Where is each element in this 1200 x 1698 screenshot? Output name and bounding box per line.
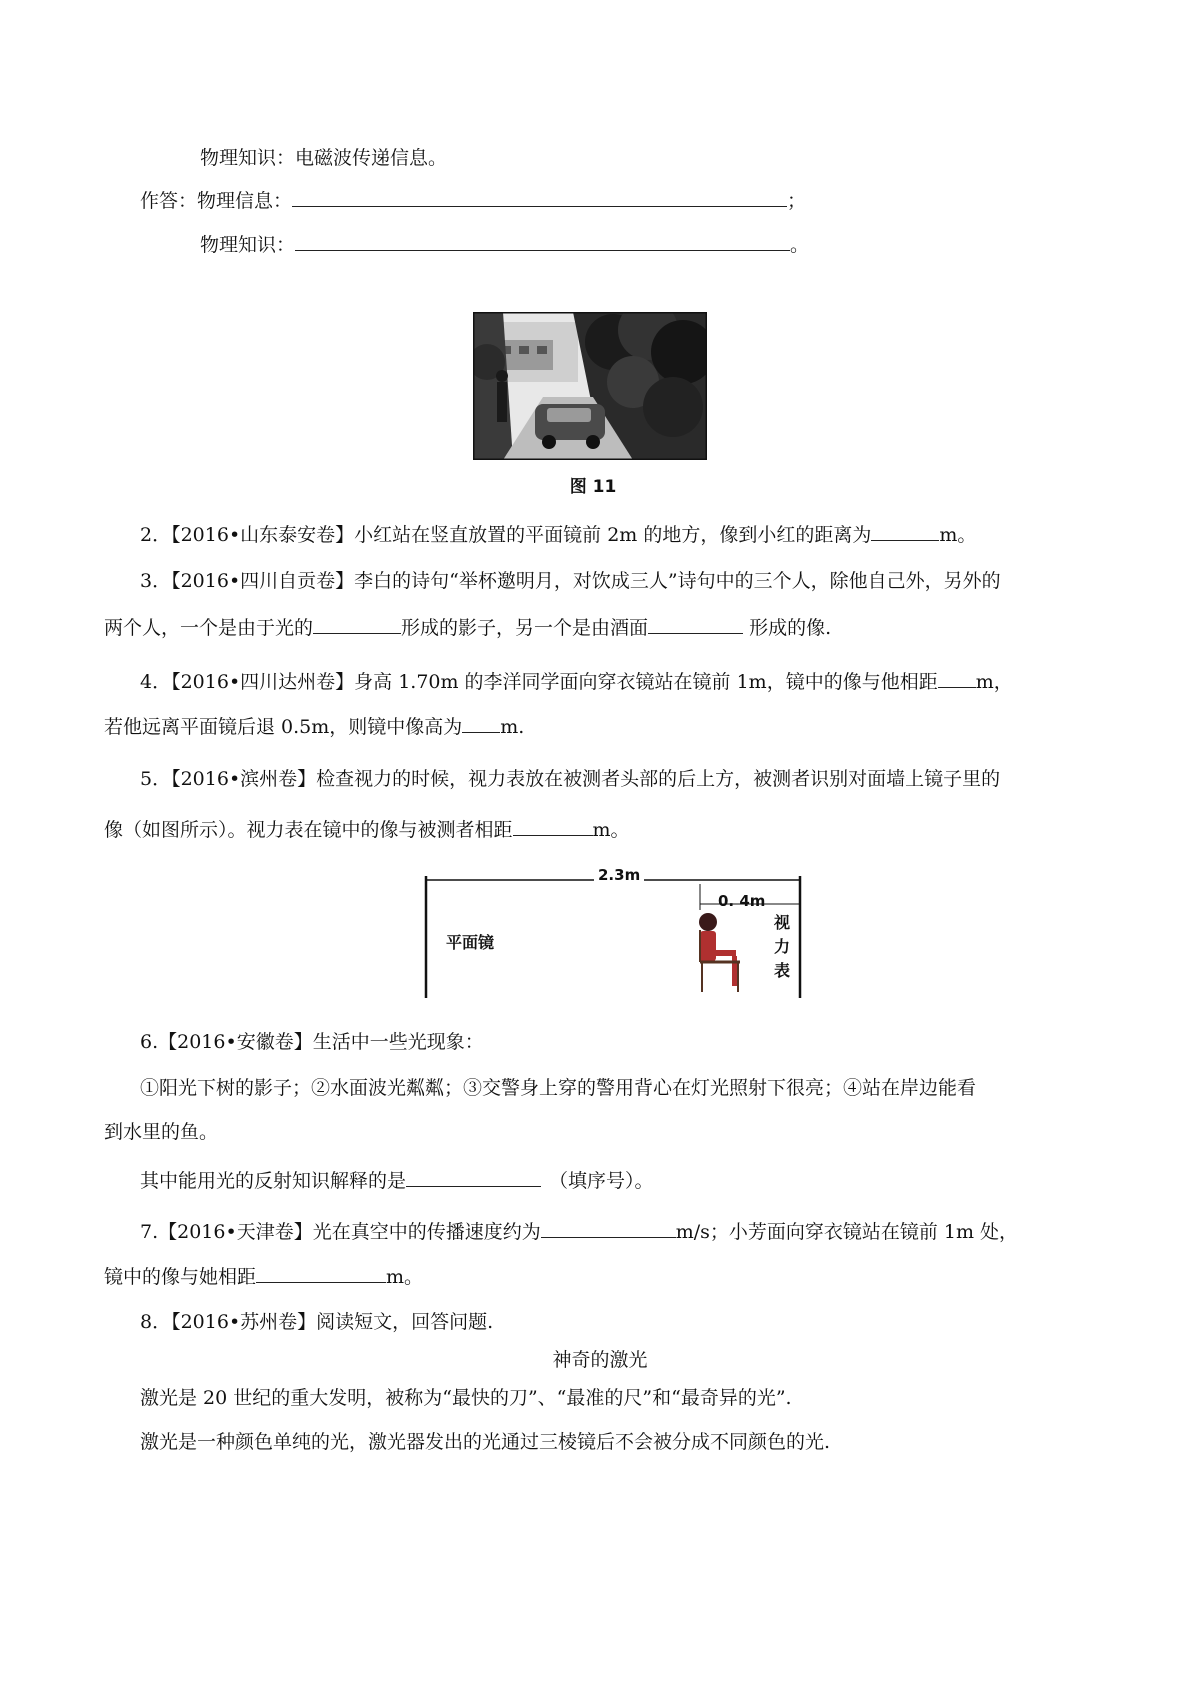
question-3-line-1: 3．【2016•四川自贡卷】李白的诗句“举杯邀明月，对饮成三人”诗句中的三个人，除他自己外，另外的 bbox=[140, 570, 1001, 592]
question-7-text-b: m/s；小芳面向穿衣镜站在镜前 1m 处， bbox=[675, 1221, 1019, 1243]
figure-11-photo bbox=[473, 312, 707, 460]
question-7-text-c: 镜中的像与她相距 bbox=[104, 1266, 257, 1288]
question-4-text-a: 4．【2016•四川达州卷】身高 1.70m 的李洋同学面向穿衣镜站在镜前 1m，镜中的像与他相距 bbox=[140, 671, 938, 693]
eye-chart-label-2: 力 bbox=[774, 937, 791, 956]
question-4-line-1 bbox=[140, 667, 1013, 696]
question-6-text-a: 其中能用光的反射知识解释的是 bbox=[140, 1170, 407, 1192]
question-7-text-d: m。 bbox=[386, 1266, 424, 1288]
question-3-blank-2[interactable] bbox=[648, 613, 743, 634]
physics-knowledge-example: 物理知识：电磁波传递信息。 bbox=[200, 147, 448, 169]
question-5-line-1: 5．【2016•滨州卷】检查视力的时候，视力表放在被测者头部的后上方，被测者识别对面墙上镜子里的 bbox=[140, 768, 1001, 790]
question-7-blank-1[interactable] bbox=[541, 1217, 676, 1238]
question-4-text-c: 若他远离平面镜后退 0.5m，则镜中像高为 bbox=[104, 716, 463, 738]
question-4-blank-2[interactable] bbox=[462, 712, 500, 733]
question-5-line-2 bbox=[104, 815, 630, 844]
question-3-text-a: 两个人，一个是由于光的 bbox=[104, 617, 314, 639]
question-6-line-1: 6.【2016•安徽卷】生活中一些光现象： bbox=[140, 1031, 484, 1053]
question-7-text-a: 7.【2016•天津卷】光在真空中的传播速度约为 bbox=[140, 1221, 541, 1243]
answer-knowledge-line bbox=[200, 230, 809, 259]
figure-11-caption: 图 11 bbox=[569, 477, 617, 497]
answer-knowledge-blank[interactable] bbox=[295, 230, 790, 251]
question-4-line-2 bbox=[104, 712, 524, 741]
answer-info-end: ； bbox=[787, 190, 807, 212]
question-5-blank[interactable] bbox=[513, 815, 593, 836]
question-2-text: 2．【2016•山东泰安卷】小红站在竖直放置的平面镜前 2m 的地方，像到小红的距离为 bbox=[140, 524, 872, 546]
question-7-blank-2[interactable] bbox=[256, 1262, 386, 1283]
eye-test-diagram bbox=[418, 866, 808, 1000]
question-3-line-2 bbox=[104, 613, 831, 642]
eye-chart-label-1: 视 bbox=[774, 913, 791, 932]
question-4-text-b: m， bbox=[975, 671, 1013, 693]
question-8-line-1: 8．【2016•苏州卷】阅读短文，回答问题. bbox=[140, 1311, 494, 1333]
question-5-text-b: m。 bbox=[592, 819, 630, 841]
question-7-line-2 bbox=[104, 1262, 423, 1291]
question-2-blank[interactable] bbox=[871, 520, 939, 541]
question-3-text-c: 形成的像. bbox=[743, 617, 832, 639]
mirror-label: 平面镜 bbox=[446, 933, 495, 952]
question-6-line-3: 到水里的鱼。 bbox=[104, 1121, 219, 1143]
question-2-unit: m。 bbox=[939, 524, 977, 546]
question-7-line-1 bbox=[140, 1217, 1018, 1246]
reading-paragraph-2: 激光是一种颜色单纯的光，激光器发出的光通过三棱镜后不会被分成不同颜色的光. bbox=[140, 1431, 831, 1453]
knowledge-label: 物理知识： bbox=[200, 234, 296, 256]
reading-paragraph-1: 激光是 20 世纪的重大发明，被称为“最快的刀”、“最准的尺”和“最奇异的光”. bbox=[140, 1387, 792, 1409]
distance-short-label: 0. 4m bbox=[718, 892, 766, 910]
question-3-blank-1[interactable] bbox=[313, 613, 401, 634]
question-4-text-d: m. bbox=[500, 716, 525, 738]
question-6-blank[interactable] bbox=[406, 1166, 541, 1187]
question-2 bbox=[140, 520, 976, 549]
distance-total-label: 2.3m bbox=[594, 866, 644, 884]
question-6-text-b: （填序号）。 bbox=[549, 1170, 654, 1192]
question-5-text-a: 像（如图所示）。视力表在镜中的像与被测者相距 bbox=[104, 819, 513, 841]
question-3-text-b: 形成的影子，另一个是由酒面 bbox=[401, 617, 649, 639]
eye-chart-label-3: 表 bbox=[774, 961, 791, 980]
answer-knowledge-end: 。 bbox=[790, 234, 810, 256]
answer-info-line bbox=[140, 186, 806, 215]
answer-info-blank[interactable] bbox=[292, 186, 787, 207]
question-4-blank-1[interactable] bbox=[938, 667, 976, 688]
question-6-line-2: ①阳光下树的影子；②水面波光粼粼；③交警身上穿的警用背心在灯光照射下很亮；④站在岸边能看 bbox=[140, 1077, 977, 1099]
answer-label: 作答：物理信息： bbox=[140, 190, 293, 212]
reading-title: 神奇的激光 bbox=[552, 1349, 648, 1371]
question-6-line-4 bbox=[140, 1166, 654, 1195]
